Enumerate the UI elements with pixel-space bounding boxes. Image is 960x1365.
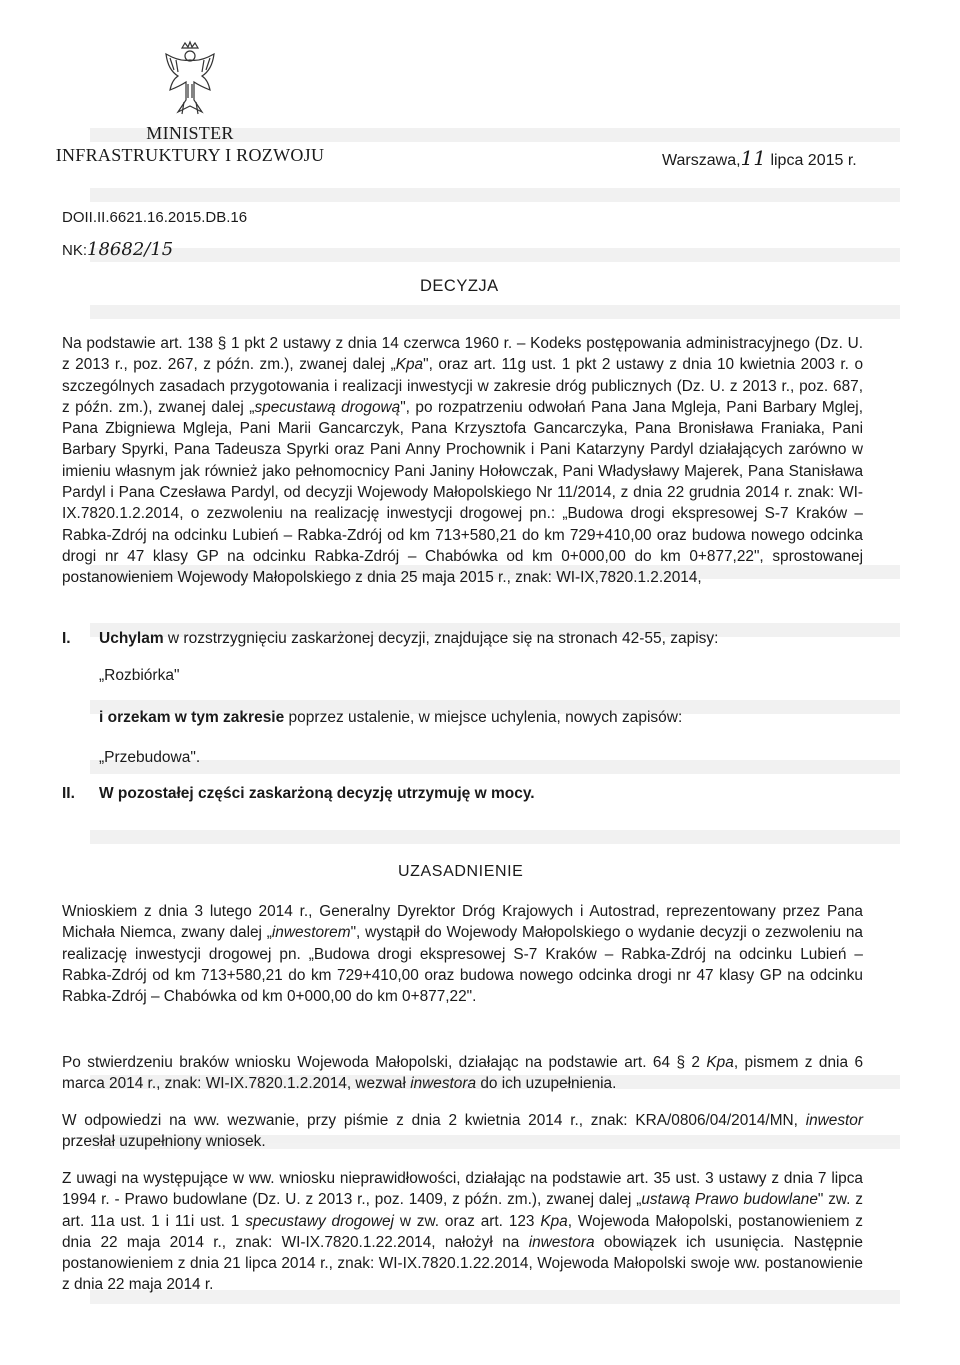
justification-paragraph-4: Z uwagi na występujące w ww. wniosku nieprawidłowości, działając na podstawie art. 35 ust. 3 ustawy z dnia 7 lipca 1994 r. - Prawo budowlane (Dz. U. z 2013 r., poz. 1409, z późn. zm.), zwanej dalej „ustawą Prawo budowlane" zw. z art. 11a ust. 1 i 11i ust. 1 specustawy drogowej w zw. oraz art. 123 Kpa, Wojewoda Małopolski, postanowieniem z dnia 22 maja 2014 r., znak: WI-IX.7820.1.22.2014, nałożył na inwestora obowiązek ich usunięcia. Następnie postanowieniem z dnia 21 lipca 2014 r., znak: WI-IX.7820.1.22.2014, Wojewoda Małopolski swoje ww. postanowienie z dnia 22 maja 2014 r. (62, 1170, 863, 1294)
document-title: DECYZJA (420, 277, 499, 295)
item-2-number: II. (62, 785, 75, 802)
nk-label: NK: (62, 242, 88, 259)
legal-basis-paragraph: Na podstawie art. 138 § 1 pkt 2 ustawy z dnia 14 czerwca 1960 r. – Kodeks postępowania administracyjnego (Dz. U. z 2013 r., poz. 267, z późn. zm.), zwanej dalej „Kpa", oraz art. 11g ust. 1 pkt 2 ustawy z dnia 10 kwietnia 2003 r. o szczególnych zasadach przygotowania i realizacji inwestycji w zakresie dróg publicznych (Dz. U. z 2013 r., poz. 687, z późn. zm.), zwanej dalej „specustawą drogową", po rozpatrzeniu odwołań Pana Jana Mgleja, Pani Barbary Mglej, Pana Zbigniewa Mgleja, Pani Marii Gancarczyk, Pana Krzysztofa Gancarczyka, Pana Bronisława Franiaka, Pani Barbary Spyrki, Pana Tadeusza Spyrki oraz Pani Anny Prochownik i Pani Katarzyny Pardyl działających zarówno w imieniu własnym jak również jako pełnomocnicy Pani Janiny Hołowczak, Pani Władysławy Majerek, Pana Stanisława Pardyl i Pana Czesława Pardyl, od decyzji Wojewody Małopolskiego Nr 11/2014, z dnia 22 grudnia 2014 r. znak: WI-IX.7820.1.2.2014, o zezwoleniu na realizację inwestycji drogowej pn.: „Budowa drogi ekspresowej S-7 Kraków – Rabka-Zdrój na odcinku Lubień – Rabka-Zdrój od km 713+580,21 do km 729+410,00 oraz budowa nowego odcinka drogi nr 47 klasy GP na odcinku Rabka-Zdrój – Chabówka od km 0+000,00 do km 0+877,22", sprostowanej postanowieniem Wojewody Małopolskiego z dnia 25 maja 2015 r., znak: WI-IX,7820.1.2.2014, (62, 335, 863, 587)
ministry-header (40, 40, 340, 166)
quote-przebudowa: „Przebudowa". (99, 749, 201, 766)
month-year: lipca 2015 r. (770, 152, 857, 169)
document-reference: DOII.II.6621.16.2015.DB.16 (62, 209, 248, 226)
place-date (662, 146, 857, 170)
item-1-text: Uchylam w rozstrzygnięciu zaskarżonej decyzji, znajdujące się na stronach 42-55, zapisy: (99, 630, 719, 647)
item-1-ruling: i orzekam w tym zakresie poprzez ustalenie, w miejsce uchylenia, nowych zapisów: (99, 709, 683, 726)
ministry-name-line1: MINISTER (146, 123, 234, 143)
place: Warszawa, (662, 152, 741, 169)
item-1-number: I. (62, 630, 71, 647)
justification-paragraph-3: W odpowiedzi na ww. wezwanie, przy piśmie z dnia 2 kwietnia 2014 r., znak: KRA/0806/04/2014/MN, inwestor przesłał uzupełniony wniosek. (62, 1112, 863, 1151)
polish-eagle-emblem-icon (160, 40, 220, 120)
nk-reference (62, 239, 173, 260)
quote-rozbiorka: „Rozbiórka" (99, 667, 180, 684)
justification-paragraph-2: Po stwierdzeniu braków wniosku Wojewoda Małopolski, działając na podstawie art. 64 § 2 Kpa, pismem z dnia 6 marca 2014 r., znak: WI-IX.7820.1.2.2014, wezwał inwestora do ich uzupełnienia. (62, 1054, 864, 1093)
handwritten-day: 11 (740, 146, 766, 170)
justification-paragraph-1: Wnioskiem z dnia 3 lutego 2014 r., Generalny Dyrektor Dróg Krajowych i Autostrad, reprezentowany przez Pana Michała Niemca, zwany dalej „inwestorem", wystąpił do Wojewody Małopolskiego o wydanie decyzji o zezwoleniu na realizację inwestycji drogowej pn. „Budowa drogi ekspresowej S-7 Kraków – Rabka-Zdrój na odcinku Lubień – Rabka-Zdrój od km 713+580,21 do km 729+410,00 oraz budowa nowego odcinka drogi nr 47 klasy GP na odcinku Rabka-Zdrój – Chabówka od km 0+000,00 do km 0+877,22". (62, 903, 863, 1006)
item-2-text: W pozostałej części zaskarżoną decyzję utrzymuję w mocy. (99, 785, 535, 802)
ministry-name-line2: INFRASTRUKTURY I ROZWOJU (55, 145, 325, 165)
handwritten-nk-number: 18682/15 (87, 239, 174, 260)
section-title-uzasadnienie: UZASADNIENIE (398, 863, 524, 880)
